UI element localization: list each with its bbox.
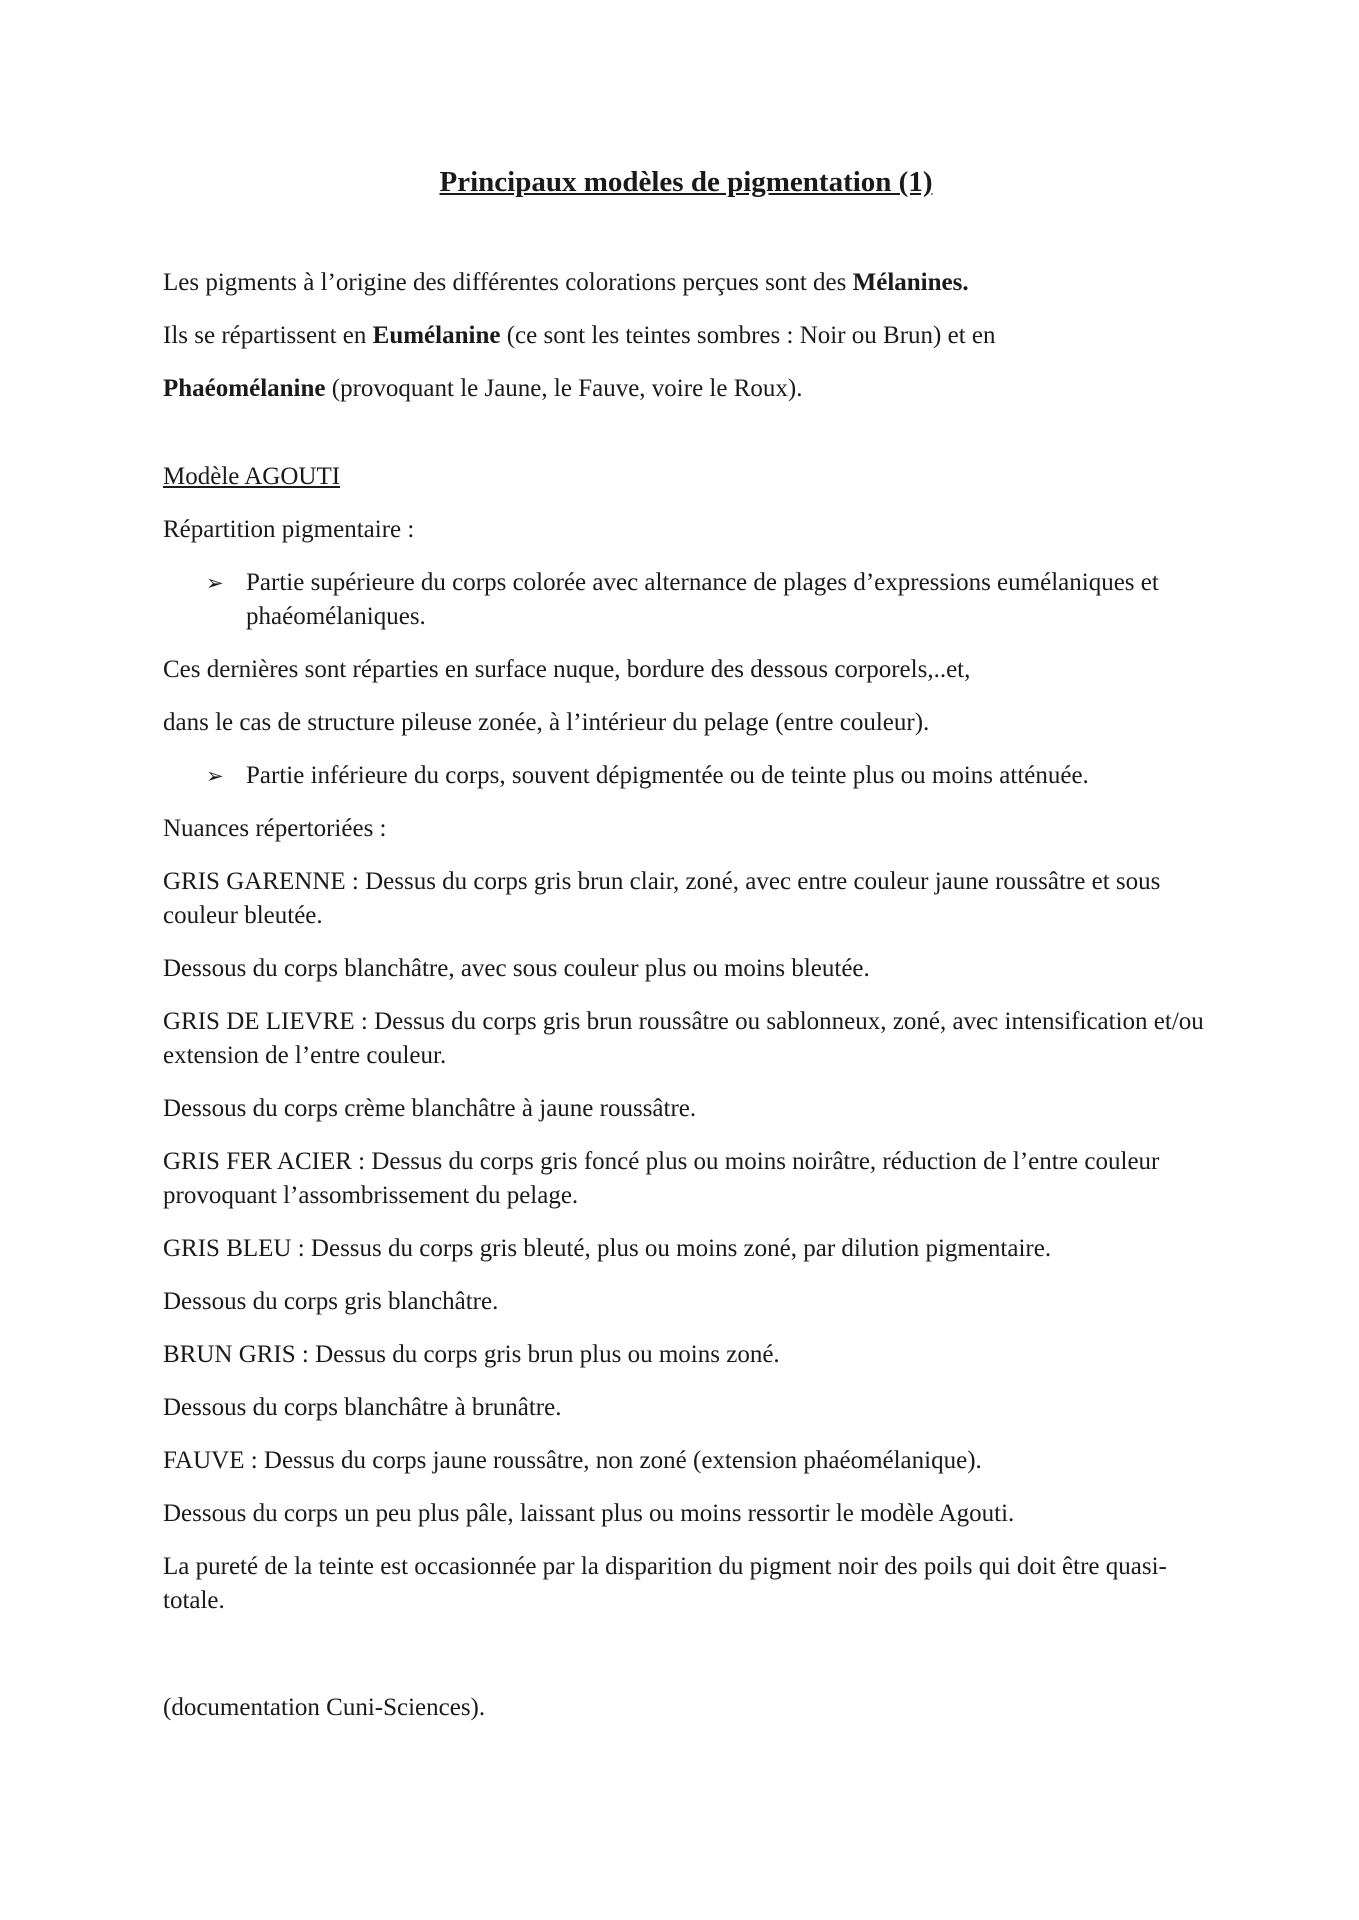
intro-section (163, 266, 1209, 406)
shade-paragraph: GRIS GARENNE : Dessus du corps gris brun clair, zoné, avec entre couleur jaune roussâtre et sous couleur bleutée. (163, 868, 1161, 929)
intro-paragraph-1 (163, 266, 1209, 300)
bullet-item (163, 566, 1209, 634)
shade-paragraph: Dessous du corps blanchâtre à brunâtre. (163, 1394, 562, 1421)
shade-paragraph: FAUVE : Dessus du corps jaune roussâtre, non zoné (extension phaéomélanique). (163, 1447, 982, 1474)
page-title: Principaux modèles de pigmentation (1) (439, 166, 933, 198)
arrow-bullet-icon: ➢ (206, 571, 224, 595)
shade-paragraph: La pureté de la teinte est occasionnée par la disparition du pigment noir des poils qui doit être quasi-totale. (163, 1553, 1167, 1614)
shade-paragraph: Dessous du corps crème blanchâtre à jaune roussâtre. (163, 1095, 697, 1122)
repartition-label: Répartition pigmentaire : (163, 516, 415, 543)
intro-text: Ils se répartissent en (163, 322, 373, 349)
shade-paragraph: GRIS DE LIEVRE : Dessus du corps gris brun roussâtre ou sablonneux, zoné, avec intensification et/ou extension de l’entre couleur. (163, 1008, 1204, 1069)
paragraph: Ces dernières sont réparties en surface nuque, bordure des dessous corporels,..et, (163, 656, 971, 683)
shade-paragraph: Dessous du corps blanchâtre, avec sous couleur plus ou moins bleutée. (163, 955, 870, 982)
intro-text: Les pigments à l’origine des différentes colorations perçues sont des (163, 269, 853, 296)
bullet-text: Partie inférieure du corps, souvent dépigmentée ou de teinte plus ou moins atténuée. (246, 762, 1089, 789)
bullet-item (163, 759, 1209, 793)
intro-paragraph-2 (163, 319, 1209, 353)
paragraph: dans le cas de structure pileuse zonée, à l’intérieur du pelage (entre couleur). (163, 709, 930, 736)
intro-paragraph-3 (163, 372, 1209, 406)
intro-bold-term: Eumélanine (372, 322, 501, 349)
intro-bold-term: Mélanines. (852, 269, 969, 296)
intro-bold-term: Phaéomélanine (163, 375, 326, 402)
bullet-text: Partie supérieure du corps colorée avec alternance de plages d’expressions eumélaniques et phaéomélaniques. (246, 569, 1159, 630)
nuances-label: Nuances répertoriées : (163, 815, 387, 842)
source-citation: (documentation Cuni-Sciences). (163, 1694, 486, 1721)
intro-text: (provoquant le Jaune, le Fauve, voire le Roux). (325, 375, 803, 402)
shade-paragraph: GRIS FER ACIER : Dessus du corps gris foncé plus ou moins noirâtre, réduction de l’entre couleur provoquant l’assombrissement du pelage. (163, 1148, 1160, 1209)
shade-paragraph: Dessous du corps un peu plus pâle, laissant plus ou moins ressortir le modèle Agouti. (163, 1500, 1015, 1527)
arrow-bullet-icon: ➢ (206, 764, 224, 788)
shade-paragraph: GRIS BLEU : Dessus du corps gris bleuté, plus ou moins zoné, par dilution pigmentaire. (163, 1235, 1052, 1262)
shade-paragraph: Dessous du corps gris blanchâtre. (163, 1288, 499, 1315)
shade-paragraph: BRUN GRIS : Dessus du corps gris brun plus ou moins zoné. (163, 1341, 780, 1368)
intro-text: (ce sont les teintes sombres : Noir ou Brun) et en (500, 322, 996, 349)
section-heading-agouti: Modèle AGOUTI (163, 463, 341, 490)
